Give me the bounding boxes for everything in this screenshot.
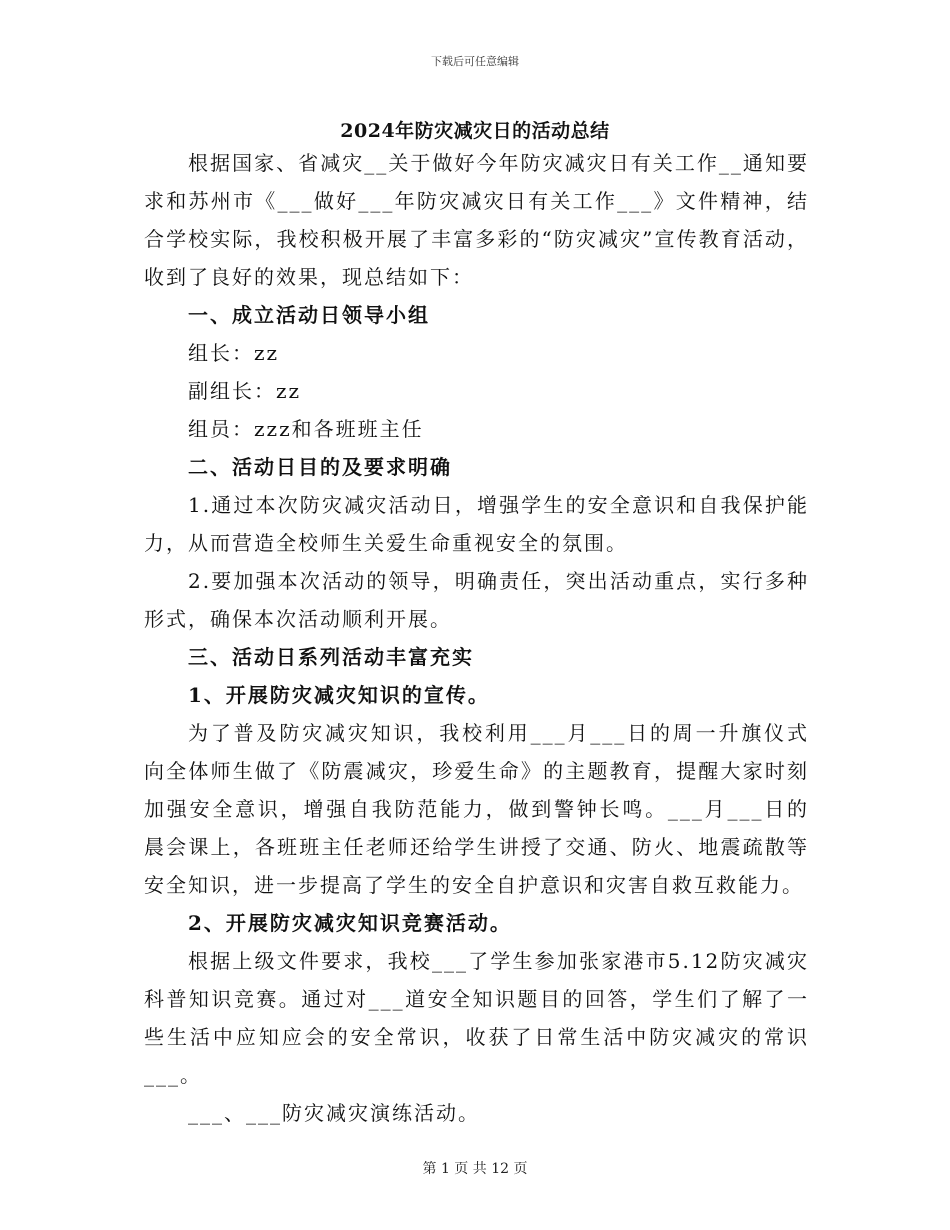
purpose-item-1: 1.通过本次防灾减灾活动日，增强学生的安全意识和自我保护能力，从而营造全校师生关爱生命重视安全的氛围。 [144,493,809,555]
section-heading-2: 二、活动日目的及要求明确 [188,455,452,479]
deputy-leader-line: 副组长：zz [188,379,302,403]
subsection-heading-1: 1、开展防灾减灾知识的宣传。 [188,683,490,707]
purpose-item-2: 2.要加强本次活动的领导，明确责任，突出活动重点，实行多种形式，确保本次活动顺利开展。 [144,569,809,631]
subsection-heading-2: 2、开展防灾减灾知识竞赛活动。 [188,911,512,935]
drill-paragraph: ___、___防灾减灾演练活动。 [188,1101,480,1125]
document-title: 2024年防灾减灾日的活动总结 [340,120,610,142]
section-heading-3: 三、活动日系列活动丰富充实 [188,645,474,669]
page-header-note: 下载后可任意编辑 [431,55,519,68]
document-body [144,144,809,1132]
page-number: 第 1 页 共 12 页 [422,1161,528,1177]
intro-paragraph: 根据国家、省减灾__关于做好今年防灾减灾日有关工作__通知要求和苏州市《___做好___年防灾减灾日有关工作___》文件精神，结合学校实际，我校积极开展了丰富多彩的“防灾减灾”宣传教育活动，收到了良好的效果，现总结如下： [144,151,809,289]
publicity-paragraph: 为了普及防灾减灾知识，我校利用___月___日的周一升旗仪式向全体师生做了《防震减灾，珍爱生命》的主题教育，提醒大家时刻加强安全意识，增强自我防范能力，做到警钟长鸣。___月___日的晨会课上，各班班主任老师还给学生讲授了交通、防火、地震疏散等安全知识，进一步提高了学生的安全自护意识和灾害自救互救能力。 [144,721,809,897]
members-line: 组员：zzz和各班班主任 [188,417,424,441]
contest-paragraph: 根据上级文件要求，我校___了学生参加张家港市5.12防灾减灾科普知识竞赛。通过对___道安全知识题目的回答，学生们了解了一些生活中应知应会的安全常识，收获了日常生活中防灾减灾的常识___。 [144,949,809,1087]
leader-line: 组长：zz [188,341,280,365]
section-heading-1: 一、成立活动日领导小组 [188,303,430,327]
